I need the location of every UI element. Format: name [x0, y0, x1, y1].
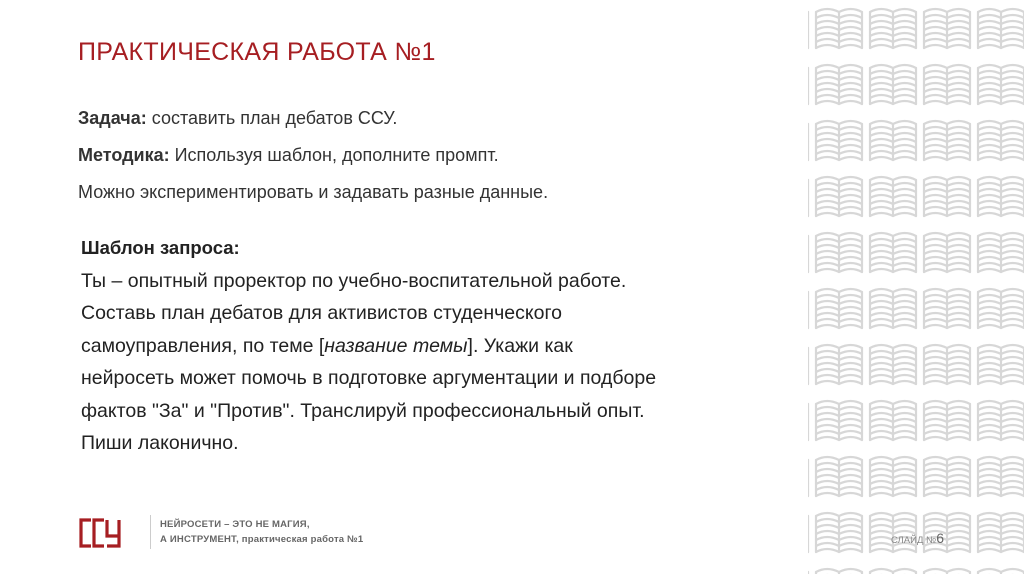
task-text: составить план дебатов ССУ.: [146, 108, 398, 128]
topic-placeholder: название темы: [324, 334, 468, 357]
template-line-6: Пиши лаконично.: [81, 432, 239, 454]
book-pattern-decoration: [808, 0, 1024, 574]
footer-line-2: А ИНСТРУМЕНТ, практическая работа №1: [160, 534, 364, 545]
template-line-5: фактов "За" и "Против". Транслируй профессиональный опыт.: [81, 399, 645, 422]
slide-number: [891, 530, 944, 546]
template-line-3: [81, 330, 801, 363]
template-line-1: Ты – опытный проректор по учебно-воспитательной работе.: [81, 269, 627, 292]
template-line-3b: ]. Укажи как: [467, 334, 573, 357]
book-pattern-svg: [808, 0, 1024, 574]
footer-divider: [150, 515, 151, 549]
prompt-template: [81, 232, 801, 460]
footer-caption: [160, 517, 363, 547]
slide-number-value: 6: [936, 530, 945, 546]
method-line: [78, 145, 499, 166]
task-label: Задача:: [78, 108, 147, 128]
template-heading: Шаблон запроса:: [81, 237, 240, 258]
method-label: Методика:: [78, 145, 170, 165]
task-line: [78, 108, 397, 129]
note-line: Можно экспериментировать и задавать разные данные.: [78, 182, 549, 202]
method-text: Используя шаблон, дополните промпт.: [169, 145, 499, 165]
ssu-logo-icon: [78, 516, 124, 555]
template-line-3a: самоуправления, по теме [: [81, 334, 325, 357]
footer-line-1: НЕЙРОСЕТИ – ЭТО НЕ МАГИЯ,: [160, 519, 310, 530]
slide-title: ПРАКТИЧЕСКАЯ РАБОТА №1: [78, 38, 436, 66]
template-line-4: нейросеть может помочь в подготовке аргументации и подборе: [81, 367, 657, 389]
template-line-2: Составь план дебатов для активистов студенческого: [81, 302, 562, 324]
slide-label: СЛАЙД №: [891, 535, 937, 546]
